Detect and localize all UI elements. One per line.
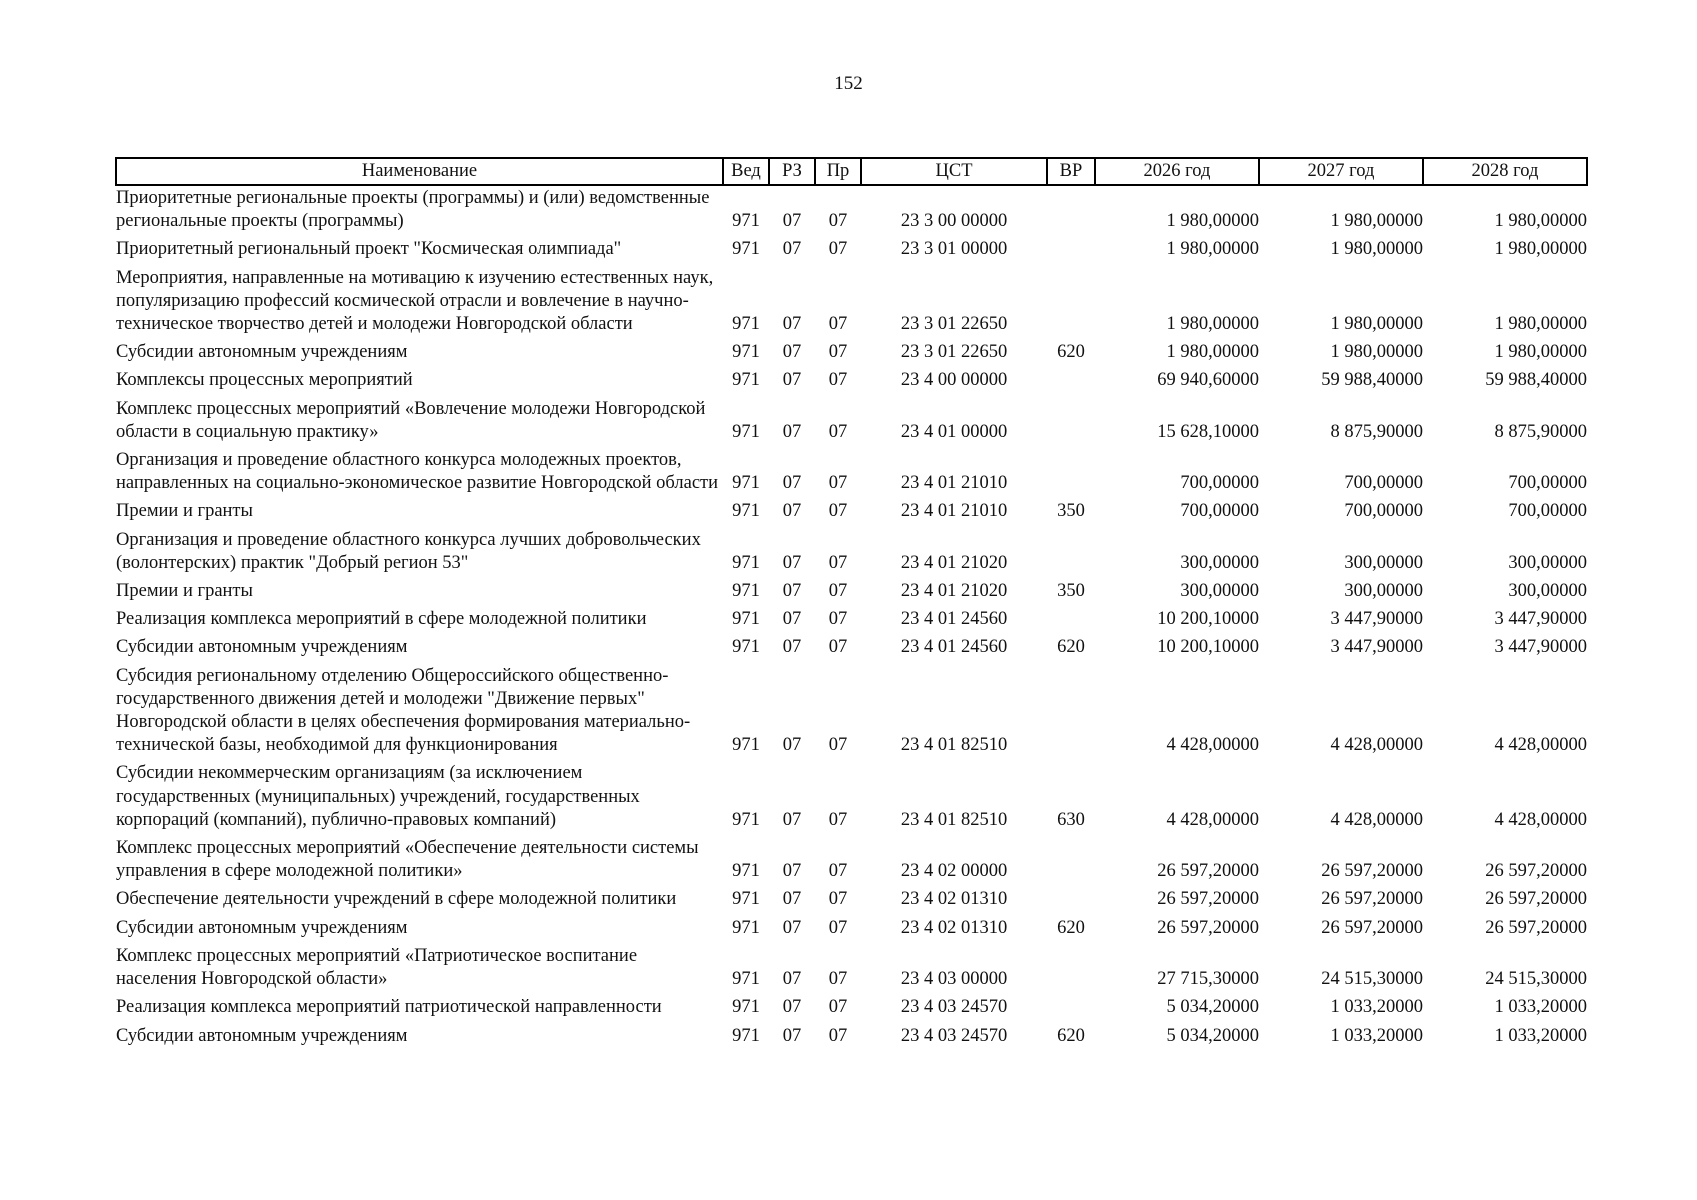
header-row <box>116 158 1587 185</box>
cell-2026: 4 428,00000 <box>1166 809 1259 830</box>
cell-rz: 07 <box>782 501 802 522</box>
cell-2026: 700,00000 <box>1180 473 1259 494</box>
cell-2027: 700,00000 <box>1344 473 1423 494</box>
cell-2026: 15 628,10000 <box>1157 421 1259 442</box>
cell-2028: 26 597,20000 <box>1485 861 1587 882</box>
table-row <box>116 444 1587 495</box>
cell-pr: 07 <box>828 637 848 658</box>
cell-cst: 23 4 01 21020 <box>900 581 1008 602</box>
cell-2028: 4 428,00000 <box>1494 735 1587 756</box>
cell-vr <box>1047 393 1095 444</box>
table-row <box>116 233 1587 261</box>
cell-name: Организация и проведение областного конкурса лучших добровольческих (волонтерских) практик "Добрый регион 53" <box>116 529 701 573</box>
cell-name: Премии и гранты <box>116 501 253 522</box>
header-ved: Вед <box>723 158 769 185</box>
cell-rz: 07 <box>782 473 802 494</box>
cell-pr: 07 <box>828 211 848 232</box>
cell-vr <box>1047 364 1095 392</box>
cell-2028: 700,00000 <box>1508 501 1587 522</box>
cell-vr <box>1047 832 1095 883</box>
table-row <box>116 660 1587 758</box>
cell-cst: 23 4 02 01310 <box>900 917 1008 938</box>
cell-name: Комплекс процессных мероприятий «Вовлечение молодежи Новгородской области в социальную практику» <box>116 398 706 442</box>
cell-ved: 971 <box>732 609 760 630</box>
cell-pr: 07 <box>828 1025 848 1046</box>
cell-rz: 07 <box>782 342 802 363</box>
cell-2026: 300,00000 <box>1180 552 1259 573</box>
header-vr: ВР <box>1047 158 1095 185</box>
cell-2027: 3 447,90000 <box>1330 637 1423 658</box>
cell-ved: 971 <box>732 342 760 363</box>
cell-ved: 971 <box>732 581 760 602</box>
header-rz: РЗ <box>769 158 815 185</box>
cell-pr: 07 <box>828 473 848 494</box>
cell-rz: 07 <box>782 609 802 630</box>
table-row <box>116 1020 1587 1048</box>
cell-2027: 700,00000 <box>1344 501 1423 522</box>
cell-cst: 23 4 03 24570 <box>900 1025 1008 1046</box>
cell-cst: 23 4 03 24570 <box>900 997 1008 1018</box>
cell-2028: 1 033,20000 <box>1494 997 1587 1018</box>
cell-name: Мероприятия, направленные на мотивацию к изучению естественных наук, популяризацию профессий космической отрасли и вовлечение в научно-техническое творчество детей и молодежи Новгородской области <box>116 267 714 335</box>
cell-2028: 1 980,00000 <box>1494 314 1587 335</box>
cell-ved: 971 <box>732 809 760 830</box>
cell-2026: 1 980,00000 <box>1166 342 1259 363</box>
table-row <box>116 912 1587 940</box>
cell-2027: 300,00000 <box>1344 552 1423 573</box>
cell-rz: 07 <box>782 889 802 910</box>
cell-cst: 23 4 01 24560 <box>900 637 1008 658</box>
cell-name: Субсидии некоммерческим организациям (за исключением государственных (муниципальных) учреждений, государственных корпораций (компаний), публично-правовых компаний) <box>116 763 640 830</box>
cell-2026: 5 034,20000 <box>1166 1025 1259 1046</box>
table-row <box>116 262 1587 337</box>
cell-2026: 5 034,20000 <box>1166 997 1259 1018</box>
cell-pr: 07 <box>828 609 848 630</box>
cell-2027: 1 033,20000 <box>1330 1025 1423 1046</box>
cell-cst: 23 4 01 82510 <box>900 735 1008 756</box>
cell-2026: 1 980,00000 <box>1166 314 1259 335</box>
cell-2026: 27 715,30000 <box>1157 969 1259 990</box>
cell-ved: 971 <box>732 735 760 756</box>
table-row <box>116 631 1587 659</box>
cell-2027: 1 033,20000 <box>1330 997 1423 1018</box>
cell-2027: 24 515,30000 <box>1321 969 1423 990</box>
cell-pr: 07 <box>828 239 848 260</box>
cell-2028: 24 515,30000 <box>1485 969 1587 990</box>
cell-pr: 07 <box>828 501 848 522</box>
cell-rz: 07 <box>782 211 802 232</box>
cell-cst: 23 3 00 00000 <box>900 211 1008 232</box>
cell-rz: 07 <box>782 314 802 335</box>
cell-ved: 971 <box>732 861 760 882</box>
cell-cst: 23 4 01 00000 <box>900 421 1008 442</box>
header-pr: Пр <box>815 158 861 185</box>
table-row <box>116 495 1587 523</box>
cell-cst: 23 3 01 22650 <box>900 342 1008 363</box>
cell-name: Субсидии автономным учреждениям <box>116 1025 408 1046</box>
cell-rz: 07 <box>782 809 802 830</box>
cell-name: Организация и проведение областного конкурса молодежных проектов, направленных на социально-экономическое развитие Новгородской области <box>116 450 719 494</box>
cell-ved: 971 <box>732 969 760 990</box>
cell-cst: 23 3 01 22650 <box>900 314 1008 335</box>
cell-name: Комплекс процессных мероприятий «Патриотическое воспитание населения Новгородской области» <box>116 945 638 990</box>
cell-name: Субсидии автономным учреждениям <box>116 917 408 938</box>
cell-2028: 26 597,20000 <box>1485 889 1587 910</box>
cell-vr <box>1047 233 1095 261</box>
cell-pr: 07 <box>828 421 848 442</box>
table-row <box>116 991 1587 1019</box>
cell-name: Премии и гранты <box>116 581 253 602</box>
cell-2027: 4 428,00000 <box>1330 735 1423 756</box>
cell-2027: 26 597,20000 <box>1321 861 1423 882</box>
table-row <box>116 832 1587 883</box>
table-row <box>116 575 1587 603</box>
cell-cst: 23 4 01 24560 <box>900 609 1008 630</box>
cell-2026: 26 597,20000 <box>1157 917 1259 938</box>
cell-2027: 1 980,00000 <box>1330 314 1423 335</box>
cell-pr: 07 <box>828 552 848 573</box>
cell-ved: 971 <box>732 889 760 910</box>
cell-2028: 1 980,00000 <box>1494 342 1587 363</box>
cell-2027: 1 980,00000 <box>1330 342 1423 363</box>
cell-ved: 971 <box>732 917 760 938</box>
cell-2027: 8 875,90000 <box>1330 421 1423 442</box>
header-2028: 2028 год <box>1423 158 1587 185</box>
cell-rz: 07 <box>782 969 802 990</box>
cell-rz: 07 <box>782 581 802 602</box>
cell-name: Обеспечение деятельности учреждений в сфере молодежной политики <box>116 889 677 910</box>
cell-name: Комплексы процессных мероприятий <box>116 370 413 391</box>
cell-ved: 971 <box>732 1025 760 1046</box>
cell-2026: 10 200,10000 <box>1157 609 1259 630</box>
cell-pr: 07 <box>828 861 848 882</box>
cell-rz: 07 <box>782 861 802 882</box>
cell-rz: 07 <box>782 1025 802 1046</box>
cell-cst: 23 4 01 82510 <box>900 809 1008 830</box>
cell-cst: 23 3 01 00000 <box>900 239 1008 260</box>
cell-vr: 630 <box>1057 809 1085 830</box>
cell-pr: 07 <box>828 889 848 910</box>
table-header <box>116 158 1587 185</box>
cell-vr <box>1047 883 1095 911</box>
cell-name: Субсидии автономным учреждениям <box>116 637 408 658</box>
cell-ved: 971 <box>732 239 760 260</box>
cell-pr: 07 <box>828 809 848 830</box>
cell-ved: 971 <box>732 421 760 442</box>
cell-pr: 07 <box>828 969 848 990</box>
cell-vr <box>1047 262 1095 337</box>
cell-rz: 07 <box>782 370 802 391</box>
cell-cst: 23 4 02 00000 <box>900 861 1008 882</box>
cell-vr: 350 <box>1057 581 1085 602</box>
cell-rz: 07 <box>782 997 802 1018</box>
cell-2027: 1 980,00000 <box>1330 211 1423 232</box>
cell-name: Комплекс процессных мероприятий «Обеспечение деятельности системы управления в сфере молодежной политики» <box>116 838 699 882</box>
cell-2026: 1 980,00000 <box>1166 239 1259 260</box>
cell-pr: 07 <box>828 917 848 938</box>
cell-ved: 971 <box>732 314 760 335</box>
cell-2027: 1 980,00000 <box>1330 239 1423 260</box>
cell-vr <box>1047 603 1095 631</box>
cell-vr <box>1047 940 1095 991</box>
cell-name: Приоритетные региональные проекты (программы) и (или) ведомственные региональные проекты (программы) <box>116 188 710 232</box>
cell-2026: 1 980,00000 <box>1166 211 1259 232</box>
cell-vr <box>1047 991 1095 1019</box>
header-2027: 2027 год <box>1259 158 1423 185</box>
table-row <box>116 940 1587 991</box>
cell-cst: 23 4 02 01310 <box>900 889 1008 910</box>
cell-2027: 300,00000 <box>1344 581 1423 602</box>
cell-name: Реализация комплекса мероприятий патриотической направленности <box>116 997 662 1018</box>
header-2026: 2026 год <box>1095 158 1259 185</box>
cell-cst: 23 4 01 21010 <box>900 473 1008 494</box>
cell-ved: 971 <box>732 473 760 494</box>
cell-2028: 26 597,20000 <box>1485 917 1587 938</box>
cell-rz: 07 <box>782 637 802 658</box>
cell-vr <box>1047 660 1095 758</box>
cell-2028: 1 980,00000 <box>1494 239 1587 260</box>
cell-vr: 620 <box>1057 342 1085 363</box>
cell-2028: 8 875,90000 <box>1494 421 1587 442</box>
cell-2026: 69 940,60000 <box>1157 370 1259 391</box>
cell-vr: 620 <box>1057 1025 1085 1046</box>
cell-name: Приоритетный региональный проект "Космическая олимпиада" <box>116 239 622 260</box>
cell-ved: 971 <box>732 997 760 1018</box>
cell-2026: 4 428,00000 <box>1166 735 1259 756</box>
table-row <box>116 364 1587 392</box>
cell-2028: 1 980,00000 <box>1494 211 1587 232</box>
cell-cst: 23 4 01 21010 <box>900 501 1008 522</box>
cell-pr: 07 <box>828 314 848 335</box>
table-row <box>116 883 1587 911</box>
cell-vr <box>1047 444 1095 495</box>
cell-pr: 07 <box>828 581 848 602</box>
cell-name: Реализация комплекса мероприятий в сфере молодежной политики <box>116 609 647 630</box>
cell-vr <box>1047 524 1095 575</box>
cell-pr: 07 <box>828 997 848 1018</box>
cell-2028: 3 447,90000 <box>1494 609 1587 630</box>
cell-ved: 971 <box>732 370 760 391</box>
cell-name: Субсидии автономным учреждениям <box>116 342 408 363</box>
table-row <box>116 185 1587 233</box>
cell-rz: 07 <box>782 917 802 938</box>
cell-2026: 700,00000 <box>1180 501 1259 522</box>
cell-2027: 26 597,20000 <box>1321 917 1423 938</box>
cell-2026: 10 200,10000 <box>1157 637 1259 658</box>
cell-2026: 26 597,20000 <box>1157 889 1259 910</box>
page-number: 152 <box>834 73 863 94</box>
cell-ved: 971 <box>732 211 760 232</box>
cell-2027: 26 597,20000 <box>1321 889 1423 910</box>
table-row <box>116 336 1587 364</box>
cell-2028: 300,00000 <box>1508 581 1587 602</box>
cell-rz: 07 <box>782 552 802 573</box>
cell-rz: 07 <box>782 735 802 756</box>
header-cst: ЦСТ <box>861 158 1047 185</box>
cell-name: Субсидия региональному отделению Общероссийского общественно-государственного движения детей и молодежи "Движение первых" Новгородской области в целях обеспечения формирования материально-технической базы, необходимой для функционирования <box>116 665 691 756</box>
cell-ved: 971 <box>732 501 760 522</box>
cell-cst: 23 4 00 00000 <box>900 370 1008 391</box>
cell-ved: 971 <box>732 637 760 658</box>
cell-cst: 23 4 01 21020 <box>900 552 1008 573</box>
cell-vr: 620 <box>1057 917 1085 938</box>
cell-cst: 23 4 03 00000 <box>900 969 1008 990</box>
cell-2027: 59 988,40000 <box>1321 370 1423 391</box>
cell-2028: 1 033,20000 <box>1494 1025 1587 1046</box>
table-row <box>116 524 1587 575</box>
table-row <box>116 603 1587 631</box>
cell-2028: 59 988,40000 <box>1485 370 1587 391</box>
cell-vr: 350 <box>1057 501 1085 522</box>
cell-pr: 07 <box>828 342 848 363</box>
cell-vr <box>1047 185 1095 233</box>
table-row <box>116 393 1587 444</box>
cell-rz: 07 <box>782 421 802 442</box>
cell-2028: 4 428,00000 <box>1494 809 1587 830</box>
cell-2026: 300,00000 <box>1180 581 1259 602</box>
cell-2028: 3 447,90000 <box>1494 637 1587 658</box>
cell-2028: 700,00000 <box>1508 473 1587 494</box>
cell-pr: 07 <box>828 370 848 391</box>
cell-2028: 300,00000 <box>1508 552 1587 573</box>
table-row <box>116 757 1587 832</box>
cell-rz: 07 <box>782 239 802 260</box>
cell-pr: 07 <box>828 735 848 756</box>
cell-2027: 4 428,00000 <box>1330 809 1423 830</box>
cell-vr: 620 <box>1057 637 1085 658</box>
cell-2027: 3 447,90000 <box>1330 609 1423 630</box>
table-body <box>116 185 1587 1048</box>
cell-ved: 971 <box>732 552 760 573</box>
header-name: Наименование <box>116 158 723 185</box>
budget-table <box>115 157 1588 1048</box>
cell-2026: 26 597,20000 <box>1157 861 1259 882</box>
